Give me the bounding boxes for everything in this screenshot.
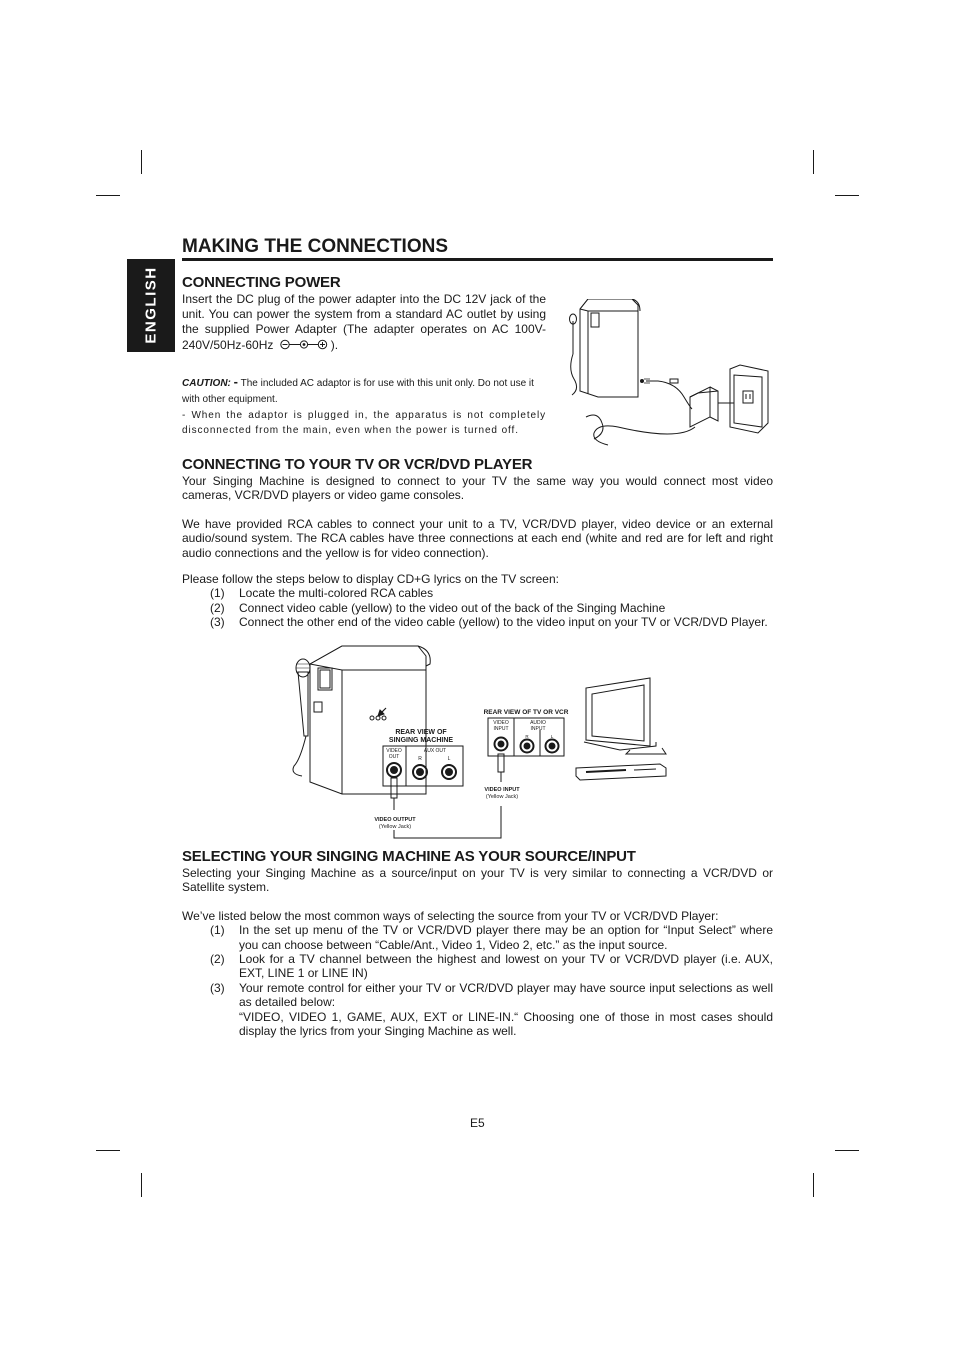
polarity-icon (279, 339, 329, 350)
crop-mark (835, 1150, 859, 1151)
tv-paragraph-1: Your Singing Machine is designed to connect to your TV the same way you would connect most video cameras, VCR/DVD players or video game consoles. (182, 474, 773, 503)
audio-r-label: R (525, 734, 529, 739)
video-out-label-2: OUT (388, 754, 400, 760)
power-connection-illustration (558, 299, 773, 449)
language-tab-label: ENGLISH (142, 266, 160, 344)
source-paragraph-1: Selecting your Singing Machine as a source/input on your TV is very similar to connecting a VCR/DVD or Satellite system. (182, 866, 773, 895)
crop-mark (141, 1173, 142, 1197)
video-output-label: VIDEO OUTPUT (374, 817, 416, 823)
video-input-label: VIDEO INPUT (484, 787, 520, 793)
caution-line-2: - When the adaptor is plugged in, the apparatus is not completely disconnected from the main, even when the power is turned off. (182, 410, 546, 436)
list-item: (2) Connect video cable (yellow) to the video out of the back of the Singing Machine (210, 600, 666, 615)
crop-mark (96, 1150, 120, 1151)
crop-mark (813, 150, 814, 174)
power-text: Insert the DC plug of the power adapter into the DC 12V jack of the unit. You can power the system from a standard AC outlet by using the supplied Power Adapter (The adapter operates on AC 100V-240V/50Hz-60Hz (182, 292, 546, 352)
audio-l-label: L (550, 734, 554, 739)
tv-connection-diagram (290, 642, 670, 842)
list-item: (2) Look for a TV channel between the highest and lowest on your TV or VCR/DVD player (i.e. AUX, EXT, LINE 1 or LINE IN) (210, 952, 773, 981)
list-item: (3) Your remote control for either your TV or VCR/DVD player may have source input selections as well as detailed below: “VIDEO, VIDEO 1, GAME, AUX, EXT or LINE-IN.“ Choosing one of those in most cases should display the lyrics from your Singing Machine as well. (210, 980, 773, 1039)
audio-input-label-2: INPUT (530, 726, 546, 732)
list-item: (1) In the set up menu of the TV or VCR/DVD player there may be an option for “Input Select” where you can choose between “Cable/Ant., Video 1, Video 2, etc.” as the input source. (210, 923, 773, 952)
tv-paragraph-3: Please follow the steps below to display CD+G lyrics on the TV screen: (182, 572, 559, 587)
crop-mark (96, 195, 120, 196)
video-input-label-2: INPUT (493, 726, 509, 732)
title-rule (182, 258, 773, 261)
rear-view-tv-label: REAR VIEW OF TV OR VCR (483, 709, 569, 716)
tv-steps-list (182, 586, 773, 629)
video-input-jack-label: (Yellow Jack) (485, 794, 519, 800)
list-item: (3) Connect the other end of the video cable (yellow) to the video input on your TV or VCR/DVD Player. (210, 615, 768, 630)
aux-l-label: L (447, 756, 451, 762)
section-heading-tv: CONNECTING TO YOUR TV OR VCR/DVD PLAYER (182, 456, 533, 473)
source-step-3-examples: “VIDEO, VIDEO 1, GAME, AUX, EXT or LINE-IN.“ Choosing one of those in most cases should display the lyrics from your Singing Machine as well. (239, 1009, 773, 1039)
video-input-label-1: VIDEO (493, 720, 509, 726)
language-tab (127, 259, 175, 352)
source-steps-list (182, 923, 773, 1038)
power-text-end: ). (330, 337, 339, 352)
crop-mark (141, 150, 142, 174)
aux-out-label: AUX OUT (423, 748, 447, 754)
video-out-label-1: VIDEO (386, 748, 402, 754)
source-section-body (182, 866, 773, 1038)
section-heading-source: SELECTING YOUR SINGING MACHINE AS YOUR SOURCE/INPUT (182, 848, 636, 865)
crop-mark (813, 1173, 814, 1197)
crop-mark (835, 195, 859, 196)
source-paragraph-2: We’ve listed below the most common ways of selecting the source from your TV or VCR/DVD Player: (182, 908, 719, 923)
tv-section-body (182, 474, 773, 630)
aux-r-label: R (418, 756, 422, 762)
rear-view-machine-label-2: SINGING MACHINE (388, 737, 454, 744)
caution-line-1: The included AC adaptor is for use with this unit only. Do not use it with other equipment. (182, 378, 534, 405)
page-number: E5 (470, 1116, 485, 1130)
caution-dash: - (233, 374, 239, 389)
tv-paragraph-2: We have provided RCA cables to connect your unit to a TV, VCR/DVD player, video device or an external audio/sound system. The RCA cables have three connections at each end (white and red are for left and right audio connections and the yellow is for video connection). (182, 516, 773, 560)
caution-label: CAUTION: (182, 378, 231, 389)
power-paragraph (182, 292, 546, 353)
list-item: (1) Locate the multi-colored RCA cables (210, 586, 434, 601)
audio-input-label-1: AUDIO (530, 720, 546, 726)
section-heading-power: CONNECTING POWER (182, 274, 341, 291)
caution-note (182, 374, 546, 438)
page-title: MAKING THE CONNECTIONS (182, 236, 448, 257)
rear-view-machine-label-1: REAR VIEW OF (395, 729, 447, 736)
video-output-jack-label: (Yellow Jack) (378, 824, 412, 830)
